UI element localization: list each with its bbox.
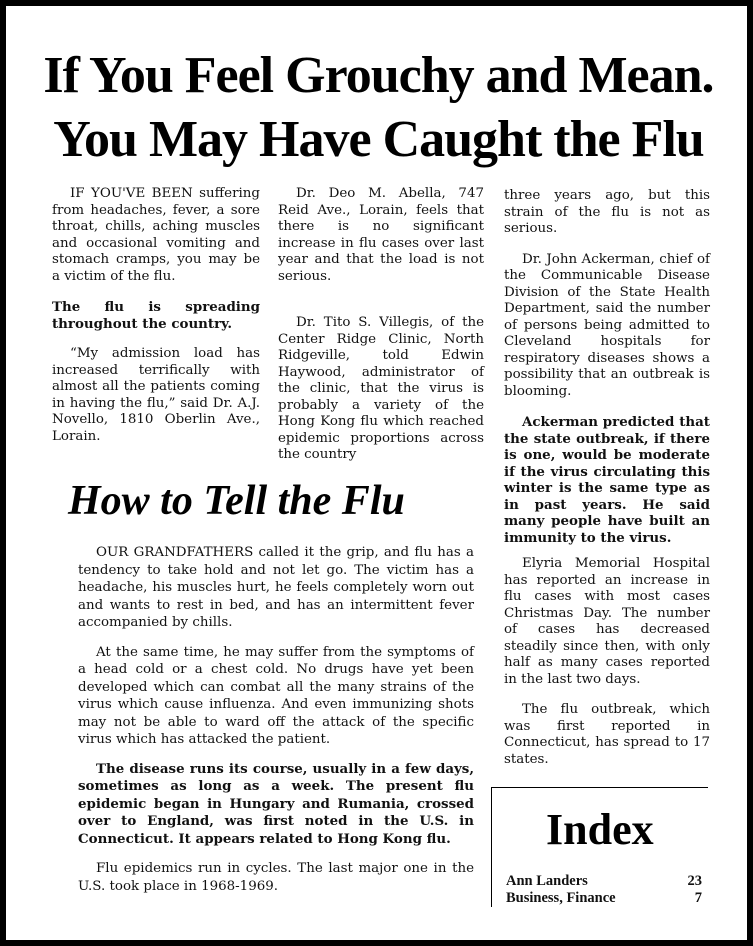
how-to-tell-article: [78, 544, 474, 895]
subhead-how-to-tell: How to Tell the Flu: [68, 478, 405, 524]
flu-paragraph-3: The disease runs its course, usually in a few days, sometimes as long as a week. The present flu epidemic began in Hungary and Rumania, crossed over to England, was first noted in the U.S. in Connecticut. It appears related to Hong Kong flu.: [78, 760, 474, 847]
headline-line-2: You May Have Caught the Flu: [53, 111, 704, 168]
column1-paragraph-2: The flu is spreading throughout the country.: [52, 299, 260, 332]
column3-paragraph-2: Dr. John Ackerman, chief of the Communicable Disease Division of the State Health Department, said the number of persons being admitted to Cleveland hospitals for respiratory diseases shows a possibility that an outbreak is blooming.: [504, 251, 710, 399]
column2-paragraph-2: Dr. Tito S. Villegis, of the Center Ridge Clinic, North Ridgeville, told Edwin Haywood, administrator of the clinic, that the virus is probably a variety of the Hong Kong flu which reached epidemic proportions across the country: [278, 315, 484, 462]
column3-paragraph-5: The flu outbreak, which was first reported in Connecticut, has spread to 17 states.: [504, 702, 710, 767]
column3-paragraph-3: Ackerman predicted that the state outbreak, if there is one, would be moderate if the virus circulating this winter is the same type as in past years. He said many people have built an immunity to the virus.: [504, 414, 710, 546]
index-entry[interactable]: [506, 873, 702, 890]
index-entry[interactable]: [506, 890, 702, 907]
column1-paragraph-3: “My admission load has increased terrifically with almost all the patients coming in having the flu,” said Dr. A.J. Novello, 1810 Oberlin Ave., Lorain.: [52, 346, 260, 444]
column3-paragraph-1: three years ago, but this strain of the flu is not as serious.: [504, 188, 710, 236]
article-column-1: [52, 186, 260, 445]
column2-paragraph-1: Dr. Deo M. Abella, 747 Reid Ave., Lorain, feels that there is no significant increase in flu cases over last year and that the load is not serious.: [278, 186, 484, 284]
flu-paragraph-4: Flu epidemics run in cycles. The last major one in the U.S. took place in 1968-1969.: [78, 861, 474, 894]
index-title: Index: [546, 805, 654, 854]
index-entry-label: Ann Landers: [506, 873, 588, 889]
headline-line-1: If You Feel Grouchy and Mean.: [43, 47, 714, 104]
index-top-rule: [492, 787, 708, 788]
flu-paragraph-1: OUR GRANDFATHERS called it the grip, and flu has a tendency to take hold and not let go. The victim has a headache, his muscles hurt, he feels completely worn out and wants to rest in bed, and has an intermittent fever accompanied by chills.: [78, 545, 474, 630]
column3-paragraph-4: Elyria Memorial Hospital has reported an increase in flu cases with most cases Christmas Day. The number of cases has decreased steadily since then, with only half as many cases reported in the last two days.: [504, 556, 710, 687]
index-entry-label: Business, Finance: [506, 890, 616, 906]
article-column-3: [504, 188, 710, 768]
column1-paragraph-1: IF YOU'VE BEEN suffering from headaches, fever, a sore throat, chills, aching muscles and occasional vomiting and stomach cramps, you may be a victim of the flu.: [52, 186, 260, 284]
index-side-rule: [491, 787, 492, 907]
index-entry-page: 7: [694, 890, 702, 906]
index-entry-page: 23: [687, 873, 702, 889]
article-column-2: [278, 186, 484, 464]
flu-paragraph-2: At the same time, he may suffer from the symptoms of a head cold or a chest cold. No drugs have yet been developed which can combat all the many strains of the virus which cause influenza. And even immunizing shots may not be able to ward off the attack of the specific virus which has attacked the patient.: [78, 644, 474, 747]
